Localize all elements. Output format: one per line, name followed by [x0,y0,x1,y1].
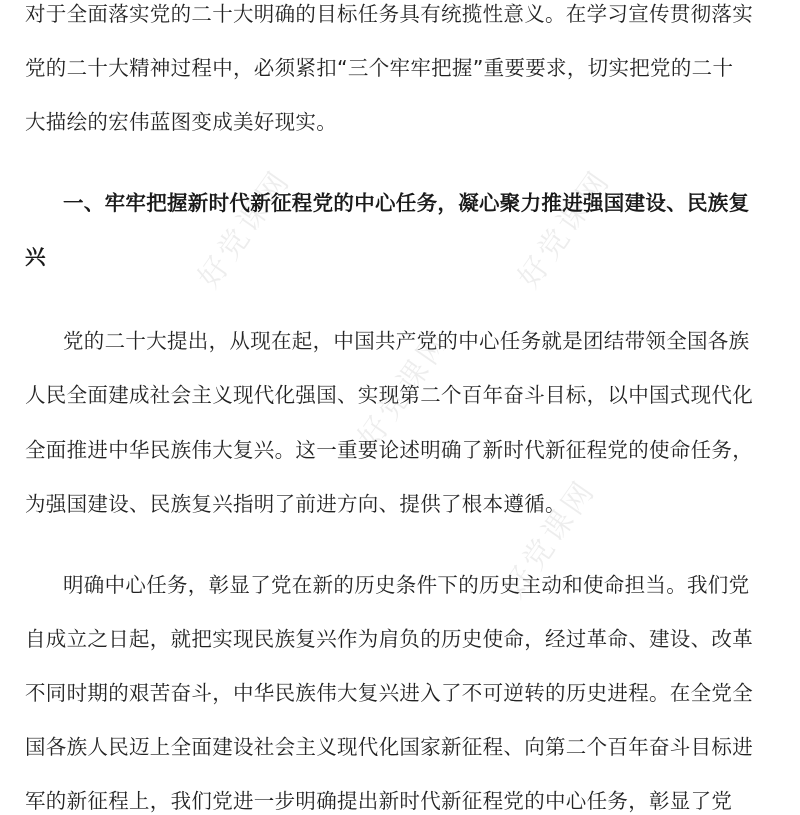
paragraph-line: 对于全面落实党的二十大明确的目标任务具有统揽性意义。在学习宣传贯彻落实 [25,2,753,26]
paragraph-line: 军的新征程上，我们党进一步明确提出新时代新征程党的中心任务，彰显了党 [25,789,733,813]
watermark-text: 好党课网 [351,323,459,455]
paragraph-line: 明确中心任务，彰显了党在新的历史条件下的历史主动和使命担当。我们党 [63,573,750,597]
paragraph-line: 大描绘的宏伟蓝图变成美好现实。 [25,110,337,134]
section-heading-line: 一、牢牢把握新时代新征程党的中心任务，凝心聚力推进强国建设、民族复 [63,191,750,215]
paragraph-line: 不同时期的艰苦奋斗，中华民族伟大复兴进入了不可逆转的历史进程。在全党全 [25,681,753,705]
paragraph-line: 人民全面建成社会主义现代化强国、实现第二个百年奋斗目标，以中国式现代化 [25,383,753,407]
section-heading-line: 兴 [25,245,46,269]
watermark-text: 好党课网 [496,473,604,605]
paragraph-line: 国各族人民迈上全面建设社会主义现代化国家新征程、向第二个百年奋斗目标进 [25,735,753,759]
watermark-text: 好党课网 [511,163,619,295]
paragraph-line: 党的二十大精神过程中，必须紧扣“三个牢牢把握”重要要求，切实把党的二十 [25,56,734,80]
paragraph-line: 全面推进中华民族伟大复兴。这一重要论述明确了新时代新征程党的使命任务， [25,438,753,462]
paragraph-line: 党的二十大提出，从现在起，中国共产党的中心任务就是团结带领全国各族 [63,329,750,353]
watermark-text: 好党课网 [191,163,299,295]
paragraph-line: 自成立之日起，就把实现民族复兴作为肩负的历史使命，经过革命、建设、改革 [25,627,753,651]
paragraph-line: 为强国建设、民族复兴指明了前进方向、提供了根本遵循。 [25,492,566,516]
